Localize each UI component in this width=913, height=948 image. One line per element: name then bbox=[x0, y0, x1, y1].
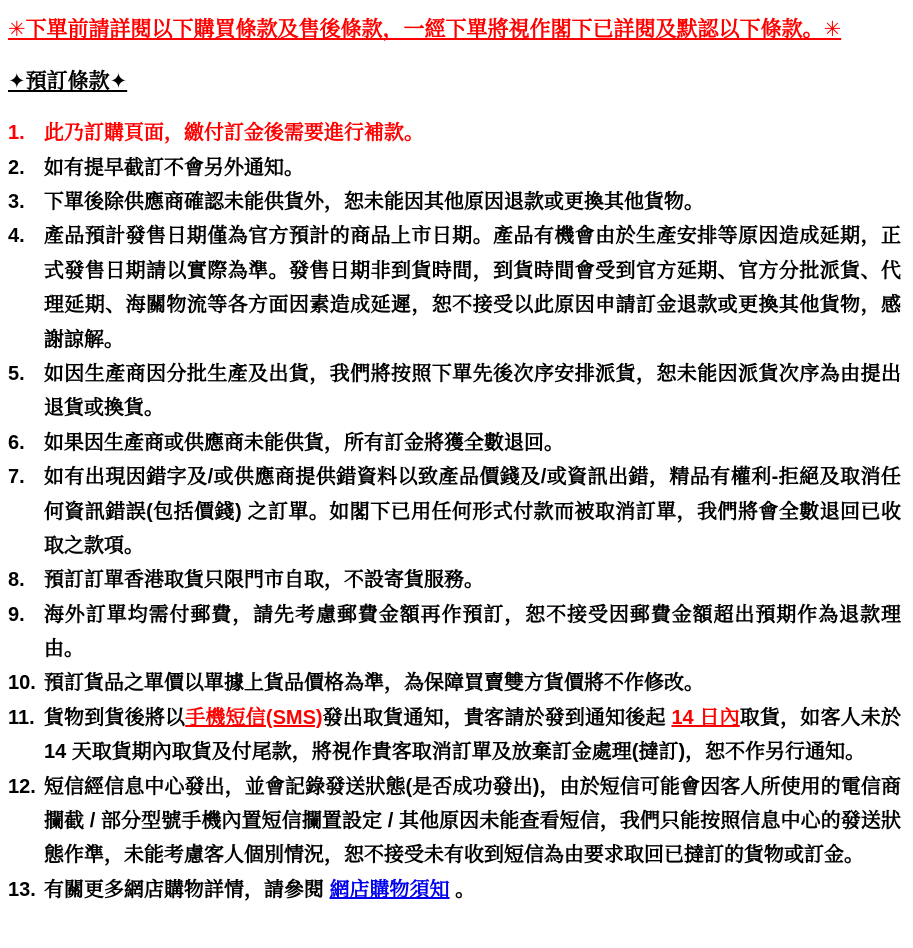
term-text: 產品預計發售日期僅為官方預計的商品上市日期。產品有機會由於生產安排等原因造成延期，正式發售日期請以實際為準。發售日期非到貨時間，到貨時間會受到官方延期、官方分批派貨、代理延期、海關物流等各方面因素造成延遲，恕不接受以此原因申請訂金退款或更換其他貨物，感謝諒解。 bbox=[44, 225, 901, 351]
term-number: 13. bbox=[8, 878, 36, 901]
term-segment: 有關更多網店購物詳情，請參閱 bbox=[44, 878, 330, 901]
terms-list bbox=[8, 116, 901, 907]
term-text: 如因生產商因分批生產及出貨，我們將按照下單先後次序安排派貨，恕未能因派貨次序為由提出退貨或換貨。 bbox=[44, 362, 901, 420]
term-item-12 bbox=[8, 770, 901, 873]
term-text: 預訂訂單香港取貨只限門市自取，不設寄貨服務。 bbox=[44, 569, 484, 592]
term-number: 9. bbox=[8, 603, 25, 626]
term-item-13 bbox=[8, 873, 901, 907]
term-number: 4. bbox=[8, 225, 25, 248]
term-text bbox=[44, 701, 901, 770]
term-item-3 bbox=[8, 185, 901, 219]
term-item-4 bbox=[8, 219, 901, 357]
term-text bbox=[44, 873, 901, 907]
term-segment: 取貨，如客人未於 14 天取貨期內取貨及付尾款，將視作貴客取消訂單及放棄訂金處理(撻訂)，恕不作另行通知。 bbox=[44, 706, 901, 764]
term-item-9 bbox=[8, 598, 901, 667]
term-number: 11. bbox=[8, 706, 35, 729]
term-number: 2. bbox=[8, 156, 25, 179]
term-item-10 bbox=[8, 666, 901, 700]
term-item-2 bbox=[8, 151, 901, 185]
term-number: 12. bbox=[8, 775, 36, 798]
term-item-1 bbox=[8, 116, 901, 150]
term-text: 海外訂單均需付郵費，請先考慮郵費金額再作預訂，恕不接受因郵費金額超出預期作為退款理由。 bbox=[44, 603, 901, 661]
term-item-11 bbox=[8, 701, 901, 770]
term-segment: 發出取貨通知，貴客請於發到通知後起 bbox=[322, 706, 672, 729]
term-item-6 bbox=[8, 426, 901, 460]
term-item-8 bbox=[8, 563, 901, 597]
term-number: 6. bbox=[8, 431, 25, 454]
term-number: 1. bbox=[8, 122, 25, 145]
term-number: 5. bbox=[8, 362, 25, 385]
term-text: 如有提早截訂不會另外通知。 bbox=[44, 156, 304, 179]
warning-header: ✳下單前請詳閱以下購買條款及售後條款，一經下單將視作閣下已詳閱及默認以下條款。✳ bbox=[8, 18, 842, 41]
pickup-deadline-highlight: 14 日內 bbox=[671, 706, 740, 729]
section-title: ✦預訂條款✦ bbox=[8, 70, 128, 94]
term-text: 下單後除供應商確認未能供貨外，恕未能因其他原因退款或更換其他貨物。 bbox=[44, 191, 704, 213]
term-item-7 bbox=[8, 460, 901, 563]
term-item-5 bbox=[8, 357, 901, 426]
sms-notice-highlight: 手機短信(SMS) bbox=[185, 706, 323, 729]
term-number: 8. bbox=[8, 569, 25, 592]
term-segment: 。 bbox=[449, 878, 476, 901]
term-text: 此乃訂購頁面，繳付訂金後需要進行補款。 bbox=[44, 122, 424, 145]
term-text: 如果因生產商或供應商未能供貨，所有訂金將獲全數退回。 bbox=[44, 431, 564, 454]
shop-guide-link[interactable]: 網店購物須知 bbox=[329, 878, 450, 901]
term-segment: 貨物到貨後將以 bbox=[44, 706, 186, 729]
term-number: 7. bbox=[8, 466, 25, 489]
term-text: 短信經信息中心發出，並會記錄發送狀態(是否成功發出)，由於短信可能會因客人所使用的電信商攔截 / 部分型號手機內置短信攔置設定 / 其他原因未能查看短信，我們只能按照信息中心的發送狀態作準，未能考慮客人個別情況，恕不接受未有收到短信為由要求取回已撻訂的貨物或訂金。 bbox=[44, 775, 901, 867]
term-text: 如有出現因錯字及/或供應商提供錯資料以致產品價錢及/或資訊出錯，精品有權利-拒絕及取消任何資訊錯誤(包括價錢) 之訂單。如閣下已用任何形式付款而被取消訂單，我們將會全數退回已收取之款項。 bbox=[44, 466, 901, 557]
term-number: 3. bbox=[8, 191, 25, 213]
term-number: 10. bbox=[8, 672, 36, 695]
term-text: 預訂貨品之單價以單據上貨品價格為準，為保障買賣雙方貨價將不作修改。 bbox=[44, 672, 704, 695]
